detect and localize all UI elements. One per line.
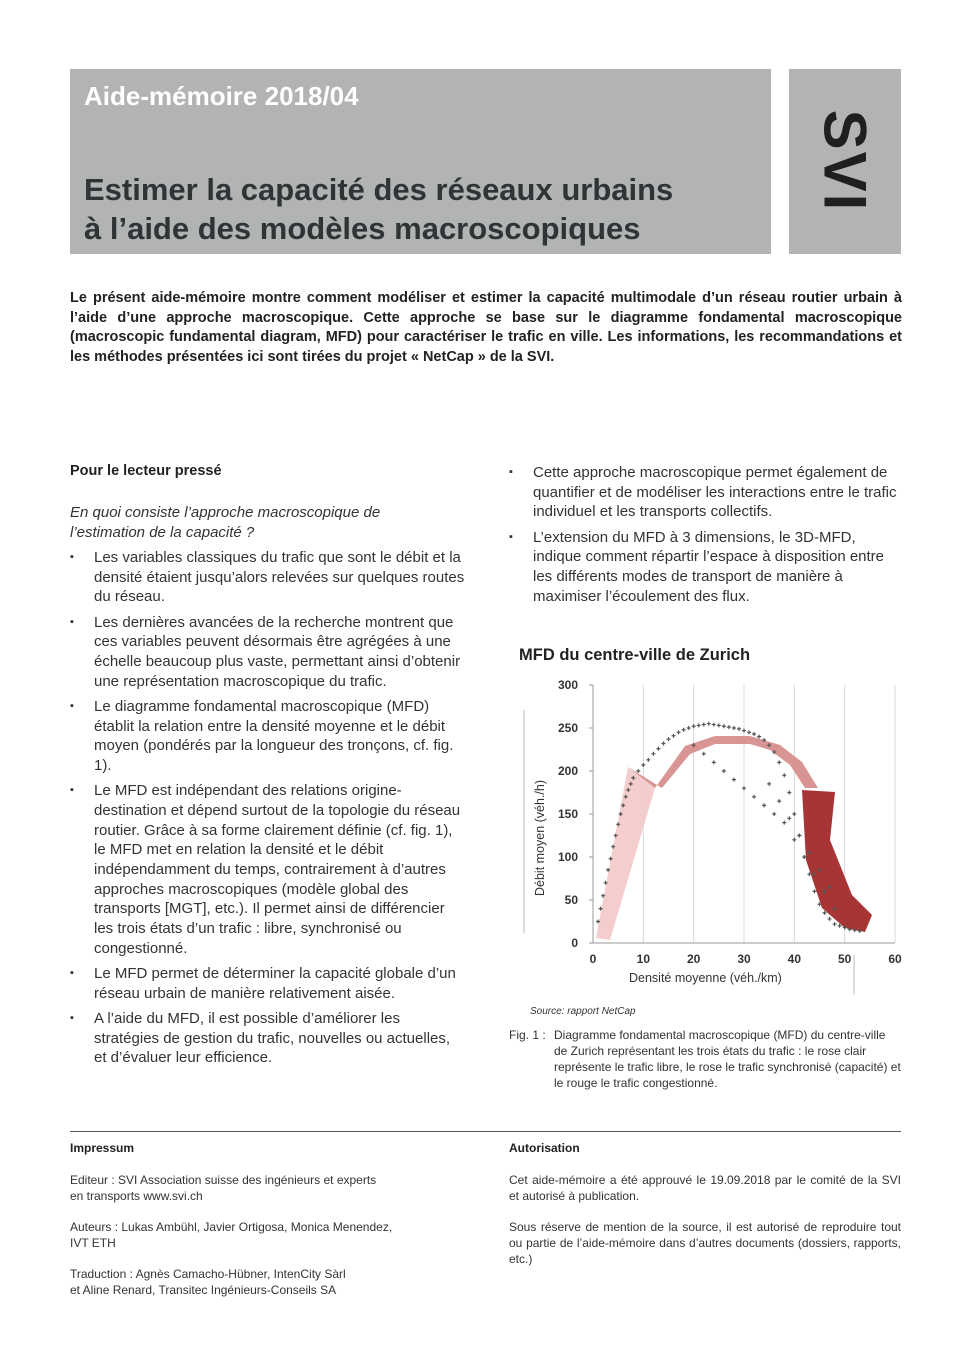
- impressum-authors: [70, 1219, 470, 1251]
- data-point: [777, 799, 781, 803]
- impressum-authors-line: IVT ETH: [70, 1236, 116, 1250]
- page-title: [84, 170, 764, 248]
- x-tick-label: 50: [837, 952, 852, 966]
- list-item: [70, 964, 465, 1003]
- bullet-mark: ▪: [509, 530, 513, 543]
- x-tick-label: 30: [737, 952, 751, 966]
- data-point: [682, 728, 686, 732]
- data-point: [656, 747, 660, 751]
- page-title-line-2: à l’aide des modèles macroscopiques: [84, 211, 641, 246]
- bullet-mark: ▪: [70, 551, 74, 563]
- data-point: [687, 726, 691, 730]
- intro-paragraph: Le présent aide-mémoire montre comment modéliser et estimer la capacité multimodale d’un réseau routier urbain à l’aide d’une approche macroscopique. Cette approche se base sur le diagramme fondamental macroscopique (macroscopic fundamental diagram, MFD) pour caractériser le trafic en ville. Les informations, les recommandations et les méthodes présentées ici sont tirées du projet « NetCap » de la SVI.: [70, 290, 902, 365]
- x-tick-label: 20: [686, 952, 701, 966]
- data-point: [772, 812, 776, 816]
- data-point: [672, 734, 676, 738]
- data-point: [697, 723, 701, 727]
- data-point: [712, 760, 716, 764]
- data-point: [747, 730, 751, 734]
- list-item-text: Le MFD est indépendant des relations origine-destination et dépend surtout de la topologie du réseau routier. Grâce à sa forme clairement définie (cf. fig. 1), le MFD met en relation la densité et le débit indépendamment du temps, contrairement à d’autres approches macroscopiques (modèle global des transports [MGT], etc.). Il permet ainsi de différencier les trois états d’un trafic : libre, synchronisé ou congestionné.: [94, 782, 461, 957]
- impressum-translation-line: Traduction : Agnès Camacho-Hübner, IntenCity Sàrl: [70, 1267, 346, 1281]
- data-point: [646, 758, 650, 762]
- list-item: [70, 697, 465, 776]
- list-item-text: Les variables classiques du trafic que sont le débit et la densité étaient jusqu’alors relevées sur quelques routes du réseau.: [94, 549, 465, 606]
- autorisation-reproduction: Sous réserve de mention de la source, il est autorisé de reproduire tout ou partie de l’aide-mémoire dans d’autres documents (dossiers, rapports, etc.): [509, 1220, 901, 1266]
- data-point: [833, 922, 837, 926]
- data-point: [677, 730, 681, 734]
- data-point: [752, 732, 756, 736]
- x-tick-label: 40: [787, 952, 802, 966]
- page-title-line-1: Estimer la capacité des réseaux urbains: [84, 172, 674, 207]
- data-point: [722, 724, 726, 728]
- data-point: [667, 737, 671, 741]
- bullet-mark: ▪: [70, 615, 74, 628]
- y-tick-label: 300: [557, 678, 578, 692]
- band-free-traffic: [596, 767, 655, 940]
- y-tick-label: 50: [564, 893, 578, 907]
- band-synchronized-traffic: [628, 736, 818, 788]
- data-point: [692, 724, 696, 728]
- data-point: [737, 727, 741, 731]
- question-text: En quoi consiste l’approche macroscopique de l’estimation de la capacité ?: [70, 504, 381, 541]
- data-point: [702, 723, 706, 727]
- y-tick-label: 200: [557, 764, 578, 778]
- figure-caption: [509, 1027, 901, 1091]
- data-point: [792, 838, 796, 842]
- list-item: [70, 548, 465, 607]
- chart-title: MFD du centre-ville de Zurich: [519, 646, 751, 664]
- x-tick-label: 10: [636, 952, 651, 966]
- data-point: [797, 834, 801, 838]
- y-tick-label: 150: [557, 807, 578, 821]
- bullet-mark: ▪: [70, 1011, 74, 1024]
- x-tick-label: 60: [888, 952, 902, 966]
- data-point: [722, 769, 726, 773]
- list-item-text: Le MFD permet de déterminer la capacité globale d’un réseau urbain de manière relativement aisée.: [94, 965, 456, 1002]
- data-point: [782, 821, 786, 825]
- data-point: [651, 752, 655, 756]
- caption-text: Diagramme fondamental macroscopique (MFD) du centre-ville de Zurich représentant les trois états du trafic : le rose clair représente le trafic libre, le rose le trafic synchronisé (capacité) et le rouge le trafic congestionné.: [554, 1028, 901, 1090]
- data-point: [636, 769, 640, 773]
- header-banner: [70, 69, 771, 254]
- data-point: [732, 778, 736, 782]
- list-item: [509, 528, 901, 607]
- data-point: [782, 773, 786, 777]
- header-kicker: Aide-mémoire 2018/04: [84, 81, 359, 111]
- list-item: [70, 781, 465, 958]
- list-item-text: L’extension du MFD à 3 dimensions, le 3D-MFD, indique comment répartir l’espace à disposition entre les différents modes de transport de manière à maximiser l’écoulement des flux.: [533, 528, 885, 605]
- bullet-mark: ▪: [509, 466, 513, 478]
- data-point: [702, 752, 706, 756]
- data-point: [757, 735, 761, 739]
- left-bullet-list: [70, 548, 465, 1074]
- list-item: [70, 1009, 465, 1068]
- y-axis-label: Débit moyen (véh./h): [533, 779, 547, 896]
- impressum-editor: [70, 1172, 470, 1204]
- data-point: [641, 763, 645, 767]
- footer-divider: [70, 1131, 901, 1132]
- bullet-mark: ▪: [70, 699, 74, 712]
- y-tick-label: 250: [557, 721, 578, 735]
- y-tick-label: 100: [557, 850, 578, 864]
- data-point: [777, 760, 781, 764]
- right-bullet-list: [509, 463, 901, 612]
- impressum-title: Impressum: [70, 1141, 135, 1155]
- data-point: [712, 723, 716, 727]
- impressum-editor-line: en transports www.svi.ch: [70, 1189, 203, 1203]
- data-point: [732, 726, 736, 730]
- autorisation-approval: Cet aide-mémoire a été approuvé le 19.09.2018 par le comité de la SVI et autorisé à publication.: [509, 1173, 901, 1203]
- autorisation-title: Autorisation: [509, 1141, 580, 1155]
- impressum-translation: [70, 1266, 470, 1298]
- data-point: [707, 722, 711, 726]
- bullet-mark: ▪: [70, 967, 74, 980]
- chart-source: Source: rapport NetCap: [530, 1006, 636, 1017]
- list-item-text: A l’aide du MFD, il est possible d’améliorer les stratégies de gestion du trafic, nouvelles ou actuelles, et d’évaluer leur efficience.: [94, 1009, 451, 1067]
- x-tick-label: 0: [589, 952, 597, 966]
- data-point: [787, 791, 791, 795]
- list-item-text: Les dernières avancées de la recherche montrent que ces variables peuvent désormais être agrégées à une échelle beaucoup plus vaste, permettant ainsi d’obtenir une représentation macroscopique du trafic.: [94, 613, 461, 690]
- list-item-text: Le diagramme fondamental macroscopique (MFD) établit la relation entre la densité moyenne et le débit moyen (pondérés par la longueur des tronçons, cf. fig. 1).: [94, 697, 454, 775]
- list-item-text: Cette approche macroscopique permet également de quantifier et de modéliser les interactions entre le trafic individuel et les transports collectifs.: [533, 464, 897, 521]
- data-point: [762, 803, 766, 807]
- data-point: [752, 795, 756, 799]
- caption-label: Fig. 1 :: [509, 1028, 546, 1042]
- data-point: [727, 725, 731, 729]
- y-tick-label: 0: [571, 936, 578, 950]
- data-point: [661, 741, 665, 745]
- chart-axes: [524, 685, 895, 995]
- mfd-chart: [500, 670, 905, 995]
- data-point: [787, 816, 791, 820]
- impressum-authors-line: Auteurs : Lukas Ambühl, Javier Ortigosa, Monica Menendez,: [70, 1220, 393, 1234]
- svi-logo-box: [789, 69, 901, 254]
- data-point: [742, 729, 746, 733]
- data-point: [767, 782, 771, 786]
- band-congested-traffic: [802, 790, 872, 932]
- impressum-translation-line: et Aline Renard, Transitec Ingénieurs-Conseils SA: [70, 1283, 337, 1297]
- section-title-quick-read: Pour le lecteur pressé: [70, 463, 222, 479]
- data-point: [742, 786, 746, 790]
- data-point: [717, 723, 721, 727]
- bullet-mark: ▪: [70, 784, 74, 797]
- x-axis-label: Densité moyenne (véh./km): [629, 971, 782, 985]
- chart-bands: [596, 736, 872, 940]
- data-point: [823, 911, 827, 915]
- list-item: [70, 613, 465, 692]
- data-point: [828, 917, 832, 921]
- data-point: [812, 889, 816, 893]
- data-point: [792, 812, 796, 816]
- svi-logo: SVI: [811, 109, 879, 213]
- impressum-editor-line: Editeur : SVI Association suisse des ingénieurs et experts: [70, 1173, 377, 1187]
- list-item: [509, 463, 901, 522]
